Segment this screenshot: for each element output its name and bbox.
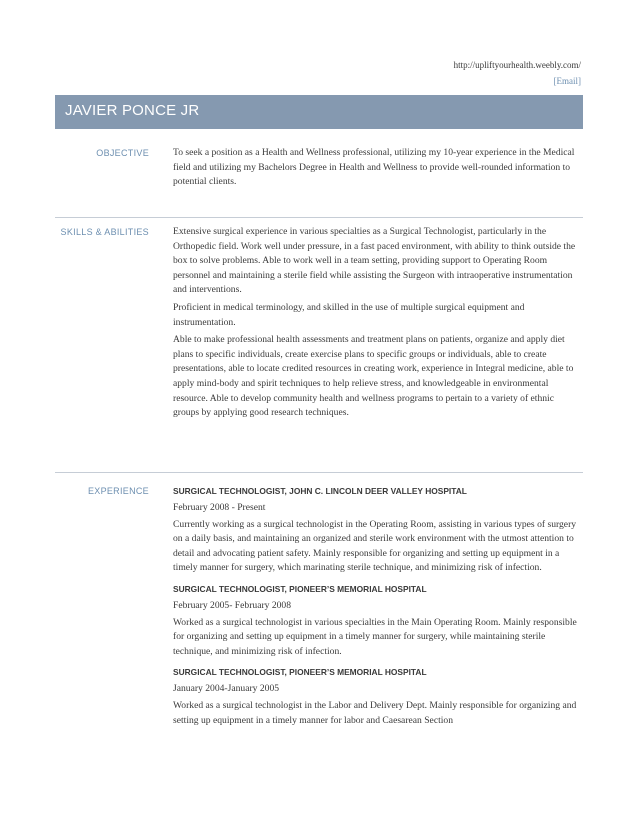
job-dates: February 2005- February 2008 [173,599,292,611]
job-title: SURGICAL TECHNOLOGIST, JOHN C. LINCOLN DEER VALLEY HOSPITAL [173,486,467,496]
skills-paragraph: Proficient in medical terminology, and skilled in the use of multiple surgical equipment and instrumentation. [173,301,525,328]
applicant-name: JAVIER PONCE JR [65,102,200,119]
skills-paragraph: Extensive surgical experience in various specialties as a Surgical Technologist, particularly in the Orthopedic field. Work well under pressure, in a fast paced environment, with ability to think outside the box to solve problems. Able to work well in a team setting, providing support to Operating Room personnel and maintaining a sterile field while assisting the Surgeon with intraoperative instrumentation and interventions. [173,226,576,296]
skills-content [173,225,577,424]
email-link[interactable]: [Email] [553,76,581,86]
skills-paragraph: Able to make professional health assessments and treatment plans on patients, organize and apply diet plans to specific individuals, create exercise plans to specific groups or individuals, able to create presentations, able to locate credited resources in creating work, experience in Integral medicine, able to apply mind-body and spirit techniques to help relieve stress, and knowledgeable in environmental resource. Able to develop community health and wellness programs to pertain to a variety of ethnic groups by applying good research techniques. [173,334,574,419]
job-title: SURGICAL TECHNOLOGIST, PIONEER’S MEMORIAL HOSPITAL [173,583,427,594]
job-dates: January 2004-January 2005 [173,683,280,695]
objective-text: To seek a position as a Health and Wellness professional, utilizing my 10-year experience in the Medical field and utilizing my Bachelors Degree in Health and Wellness to provide well-rounded information to potential clients. [173,147,575,188]
job-entry [173,484,577,576]
job-entry [173,582,577,659]
skills-label: SKILLS & ABILITIES [60,227,149,237]
job-title: SURGICAL TECHNOLOGIST, PIONEER’S MEMORIAL HOSPITAL [173,667,427,678]
job-dates: February 2008 - Present [173,502,266,513]
objective-content [173,146,577,193]
section-divider [55,472,583,473]
job-description: Currently working as a surgical technologist in the Operating Room, assisting in various types of surgery on a daily basis, and maintaining an organized and sterile work environment with the utmost attention to detail and advocating patient safety. Mainly responsible for organizing and setting up equipment in a timely manner for surgery, which marinating sterile technique, and minimizing risk of infection. [173,518,577,574]
experience-label: EXPERIENCE [87,486,149,496]
section-divider [55,217,583,218]
job-description: Worked as a surgical technologist in the Labor and Delivery Dept. Mainly responsible for organizing and setting up equipment in a timely manner for labor and Caesarean Section [173,699,577,726]
name-banner [55,95,583,129]
job-entry [173,665,577,728]
website-link[interactable]: http://upliftyourhealth.weebly.com/ [453,60,581,70]
contact-block [454,57,581,89]
experience-content [173,484,577,734]
job-description: Worked as a surgical technologist in various specialties in the Main Operating Room. Mainly responsible for organizing and setting up equipment in a timely manner for surgery, while maintaining sterile technique, and minimizing risk of infection. [173,616,577,657]
objective-label: OBJECTIVE [96,148,149,158]
